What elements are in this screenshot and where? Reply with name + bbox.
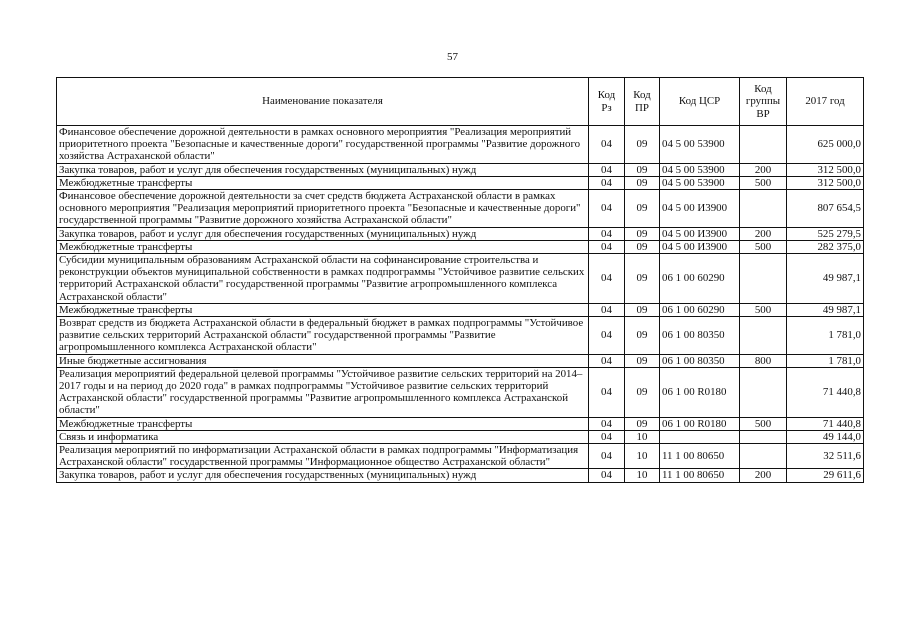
row-pr-cell: 09: [625, 254, 660, 304]
row-vr-cell: [740, 254, 787, 304]
row-rz-cell: 04: [589, 227, 625, 240]
header-pr: Код ПР: [625, 78, 660, 126]
row-vr-cell: [740, 190, 787, 228]
row-pr-cell: 09: [625, 190, 660, 228]
row-name-cell: Закупка товаров, работ и услуг для обеспечения государственных (муниципальных) нужд: [57, 469, 589, 482]
row-rz-cell: 04: [589, 254, 625, 304]
row-amount-cell: 807 654,5: [787, 190, 864, 228]
row-rz-cell: 04: [589, 469, 625, 482]
row-amount-cell: 282 375,0: [787, 240, 864, 253]
table-row: [57, 303, 864, 316]
table-header-row: [57, 78, 864, 126]
row-rz-cell: 04: [589, 430, 625, 443]
row-csr-cell: 04 5 00 И3900: [660, 227, 740, 240]
row-csr-cell: 06 1 00 R0180: [660, 367, 740, 417]
row-rz-cell: 04: [589, 367, 625, 417]
row-vr-cell: [740, 367, 787, 417]
row-csr-cell: 06 1 00 60290: [660, 254, 740, 304]
row-amount-cell: 32 511,6: [787, 444, 864, 469]
row-rz-cell: 04: [589, 163, 625, 176]
row-vr-cell: [740, 126, 787, 164]
row-csr-cell: 11 1 00 80650: [660, 444, 740, 469]
row-rz-cell: 04: [589, 444, 625, 469]
row-csr-cell: 11 1 00 80650: [660, 469, 740, 482]
row-csr-cell: 04 5 00 И3900: [660, 190, 740, 228]
row-pr-cell: 09: [625, 240, 660, 253]
table-row: [57, 417, 864, 430]
row-vr-cell: [740, 317, 787, 355]
page-number: 57: [447, 51, 458, 63]
row-amount-cell: 625 000,0: [787, 126, 864, 164]
table-row: [57, 176, 864, 189]
row-amount-cell: 312 500,0: [787, 163, 864, 176]
row-rz-cell: 04: [589, 176, 625, 189]
row-amount-cell: 49 987,1: [787, 254, 864, 304]
header-rz: Код Рз: [589, 78, 625, 126]
row-name-cell: Межбюджетные трансферты: [57, 417, 589, 430]
header-name: Наименование показателя: [57, 78, 589, 126]
row-csr-cell: 04 5 00 53900: [660, 163, 740, 176]
row-csr-cell: 04 5 00 И3900: [660, 240, 740, 253]
header-vr: Код группы ВР: [740, 78, 787, 126]
row-pr-cell: 09: [625, 317, 660, 355]
row-name-cell: Закупка товаров, работ и услуг для обеспечения государственных (муниципальных) нужд: [57, 163, 589, 176]
table-row: [57, 354, 864, 367]
row-pr-cell: 09: [625, 367, 660, 417]
row-rz-cell: 04: [589, 303, 625, 316]
row-csr-cell: 06 1 00 60290: [660, 303, 740, 316]
row-rz-cell: 04: [589, 417, 625, 430]
table-row: [57, 240, 864, 253]
row-csr-cell: 06 1 00 R0180: [660, 417, 740, 430]
row-name-cell: Реализация мероприятий федеральной целевой программы "Устойчивое развитие сельских территорий на 2014–2017 годы и на период до 2020 года" в рамках подпрограммы "Устойчивое развитие сельских территорий Астраханской области" государственной программы "Развитие агропромышленного комплекса Астраханской области": [57, 367, 589, 417]
table-row: [57, 190, 864, 228]
row-amount-cell: 1 781,0: [787, 317, 864, 355]
row-pr-cell: 09: [625, 354, 660, 367]
table-row: [57, 227, 864, 240]
row-rz-cell: 04: [589, 240, 625, 253]
row-rz-cell: 04: [589, 126, 625, 164]
budget-table: [56, 77, 864, 483]
row-name-cell: Возврат средств из бюджета Астраханской области в федеральный бюджет в рамках подпрограммы "Устойчивое развитие сельских территорий Астраханской области" государственной программы "Развитие агропромышленного комплекса Астраханской области": [57, 317, 589, 355]
row-vr-cell: 200: [740, 163, 787, 176]
row-amount-cell: 49 987,1: [787, 303, 864, 316]
row-vr-cell: 500: [740, 417, 787, 430]
row-name-cell: Субсидии муниципальным образованиям Астраханской области на софинансирование строительства и реконструкции объектов муниципальной собственности в рамках подпрограммы "Устойчивое развитие сельских территорий Астраханской области" государственной программы "Развитие агропромышленного комплекса Астраханской области": [57, 254, 589, 304]
row-amount-cell: 29 611,6: [787, 469, 864, 482]
row-csr-cell: 06 1 00 80350: [660, 317, 740, 355]
row-pr-cell: 10: [625, 469, 660, 482]
row-name-cell: Реализация мероприятий по информатизации Астраханской области в рамках подпрограммы "Информатизация Астраханской области" государственной программы "Информационное общество Астраханской области": [57, 444, 589, 469]
row-amount-cell: 71 440,8: [787, 417, 864, 430]
row-pr-cell: 09: [625, 417, 660, 430]
table-row: [57, 444, 864, 469]
table-row: [57, 126, 864, 164]
row-vr-cell: 200: [740, 227, 787, 240]
row-csr-cell: 04 5 00 53900: [660, 126, 740, 164]
row-amount-cell: 49 144,0: [787, 430, 864, 443]
table-row: [57, 163, 864, 176]
row-vr-cell: 500: [740, 303, 787, 316]
header-csr: Код ЦСР: [660, 78, 740, 126]
table-row: [57, 367, 864, 417]
row-pr-cell: 10: [625, 444, 660, 469]
header-year: 2017 год: [787, 78, 864, 126]
table-row: [57, 430, 864, 443]
row-amount-cell: 71 440,8: [787, 367, 864, 417]
row-vr-cell: 500: [740, 240, 787, 253]
row-name-cell: Закупка товаров, работ и услуг для обеспечения государственных (муниципальных) нужд: [57, 227, 589, 240]
row-vr-cell: [740, 430, 787, 443]
row-name-cell: Межбюджетные трансферты: [57, 240, 589, 253]
row-name-cell: Финансовое обеспечение дорожной деятельности в рамках основного мероприятия "Реализация мероприятий приоритетного проекта "Безопасные и качественные дороги" государственной программы "Развитие дорожного хозяйства Астраханской области": [57, 126, 589, 164]
row-rz-cell: 04: [589, 354, 625, 367]
row-pr-cell: 09: [625, 163, 660, 176]
table-row: [57, 317, 864, 355]
row-amount-cell: 312 500,0: [787, 176, 864, 189]
table-body: [57, 126, 864, 483]
row-pr-cell: 09: [625, 303, 660, 316]
row-pr-cell: 09: [625, 227, 660, 240]
row-rz-cell: 04: [589, 317, 625, 355]
row-name-cell: Межбюджетные трансферты: [57, 176, 589, 189]
row-name-cell: Иные бюджетные ассигнования: [57, 354, 589, 367]
table-row: [57, 469, 864, 482]
row-vr-cell: [740, 444, 787, 469]
row-csr-cell: 04 5 00 53900: [660, 176, 740, 189]
row-csr-cell: [660, 430, 740, 443]
row-amount-cell: 525 279,5: [787, 227, 864, 240]
row-vr-cell: 800: [740, 354, 787, 367]
row-name-cell: Связь и информатика: [57, 430, 589, 443]
row-name-cell: Межбюджетные трансферты: [57, 303, 589, 316]
row-pr-cell: 10: [625, 430, 660, 443]
row-vr-cell: 500: [740, 176, 787, 189]
row-pr-cell: 09: [625, 176, 660, 189]
row-pr-cell: 09: [625, 126, 660, 164]
row-amount-cell: 1 781,0: [787, 354, 864, 367]
row-rz-cell: 04: [589, 190, 625, 228]
table-row: [57, 254, 864, 304]
row-name-cell: Финансовое обеспечение дорожной деятельности за счет средств бюджета Астраханской области в рамках основного мероприятия "Реализация мероприятий приоритетного проекта "Безопасные и качественные дороги" государственной программы "Развитие дорожного хозяйства Астраханской области": [57, 190, 589, 228]
row-csr-cell: 06 1 00 80350: [660, 354, 740, 367]
row-vr-cell: 200: [740, 469, 787, 482]
